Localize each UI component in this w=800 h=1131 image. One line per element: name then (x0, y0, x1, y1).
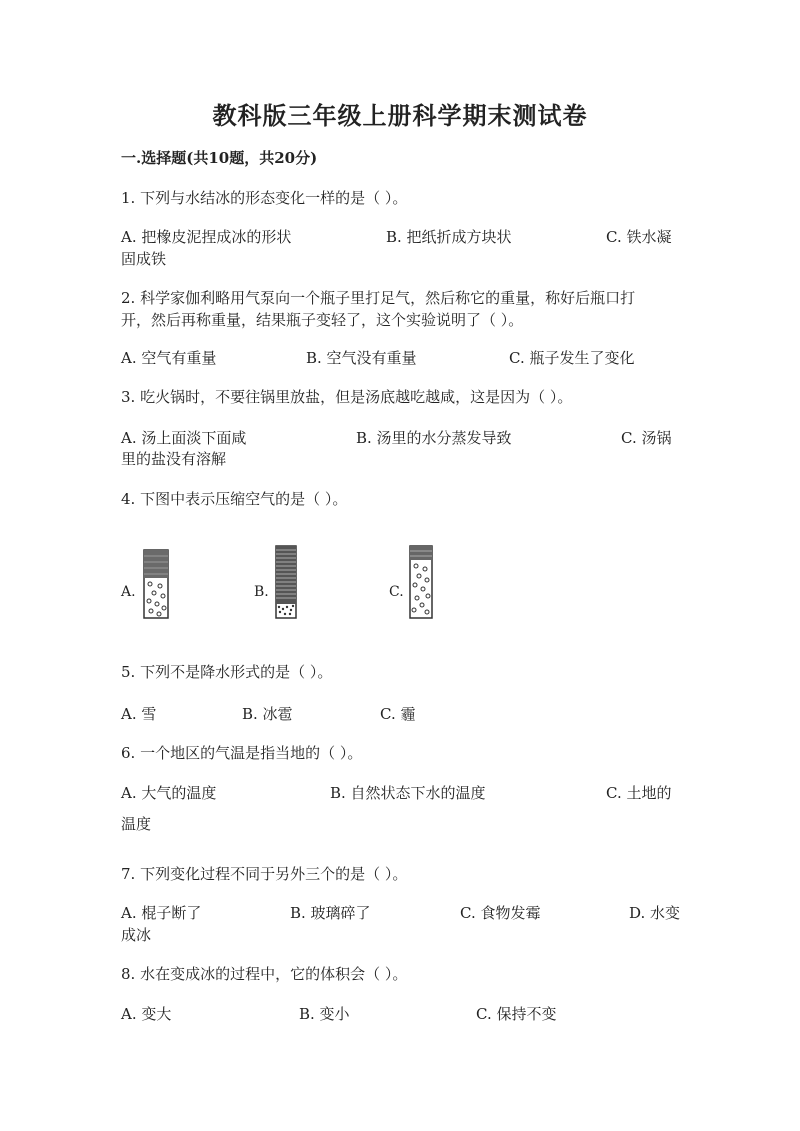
question-1-option-b[interactable]: B. 把纸折成方块状 (386, 228, 512, 246)
question-4-option-a[interactable]: A. (121, 584, 136, 600)
question-5-option-a[interactable]: A. 雪 (121, 705, 157, 723)
question-4-option-b[interactable]: B. (254, 584, 269, 600)
question-2-text-line2: 开，然后再称重量，结果瓶子变轻了，这个实验说明了（ ）。 (121, 311, 524, 329)
question-7-text: 7. 下列变化过程不同于另外三个的是（ ）。 (121, 865, 408, 883)
question-1-option-c[interactable]: C. 铁水凝 (606, 228, 672, 246)
question-4-option-c[interactable]: C. (389, 584, 404, 600)
question-3-option-c-wrap: 里的盐没有溶解 (121, 450, 227, 468)
section-heading: 一.选择题(共10题，共20分) (121, 149, 318, 167)
question-7-option-b[interactable]: B. 玻璃碎了 (290, 904, 371, 922)
question-6-text: 6. 一个地区的气温是指当地的（ ）。 (121, 744, 363, 762)
question-2-option-a[interactable]: A. 空气有重量 (121, 349, 217, 367)
question-6-option-a[interactable]: A. 大气的温度 (121, 784, 217, 802)
question-4-text: 4. 下图中表示压缩空气的是（ ）。 (121, 490, 348, 508)
question-7-option-d-wrap: 成冰 (121, 926, 152, 944)
compressed-air-cylinder-b-icon (274, 544, 298, 620)
question-8-option-b[interactable]: B. 变小 (299, 1005, 350, 1023)
question-2-option-b[interactable]: B. 空气没有重量 (306, 349, 417, 367)
question-5-option-c[interactable]: C. 霾 (380, 705, 416, 723)
question-7-option-d[interactable]: D. 水变 (629, 904, 681, 922)
page-title: 教科版三年级上册科学期末测试卷 (212, 101, 588, 130)
question-3-option-c[interactable]: C. 汤锅 (621, 429, 672, 447)
question-8-option-c[interactable]: C. 保持不变 (476, 1005, 557, 1023)
question-3-option-b[interactable]: B. 汤里的水分蒸发导致 (356, 429, 512, 447)
question-1-text: 1. 下列与水结冰的形态变化一样的是（ ）。 (121, 189, 408, 207)
question-6-option-c[interactable]: C. 土地的 (606, 784, 672, 802)
question-1-option-c-wrap: 固成铁 (121, 250, 167, 268)
question-2-option-c[interactable]: C. 瓶子发生了变化 (509, 349, 635, 367)
compressed-air-cylinder-c-icon (408, 544, 434, 620)
question-8-option-a[interactable]: A. 变大 (121, 1005, 172, 1023)
question-1-option-a[interactable]: A. 把橡皮泥捏成冰的形状 (121, 228, 292, 246)
question-5-text: 5. 下列不是降水形式的是（ ）。 (121, 663, 333, 681)
question-6-option-b[interactable]: B. 自然状态下水的温度 (330, 784, 486, 802)
question-6-option-c-wrap: 温度 (121, 815, 152, 833)
question-3-text: 3. 吃火锅时，不要往锅里放盐，但是汤底越吃越咸，这是因为（ ）。 (121, 388, 573, 406)
question-5-option-b[interactable]: B. 冰雹 (242, 705, 293, 723)
compressed-air-cylinder-a-icon (142, 548, 170, 620)
question-8-text: 8. 水在变成冰的过程中，它的体积会（ ）。 (121, 965, 408, 983)
question-2-text-line1: 2. 科学家伽利略用气泵向一个瓶子里打足气，然后称它的重量，称好后瓶口打 (121, 289, 636, 307)
question-3-option-a[interactable]: A. 汤上面淡下面咸 (121, 429, 247, 447)
question-7-option-c[interactable]: C. 食物发霉 (460, 904, 541, 922)
question-7-option-a[interactable]: A. 棍子断了 (121, 904, 202, 922)
